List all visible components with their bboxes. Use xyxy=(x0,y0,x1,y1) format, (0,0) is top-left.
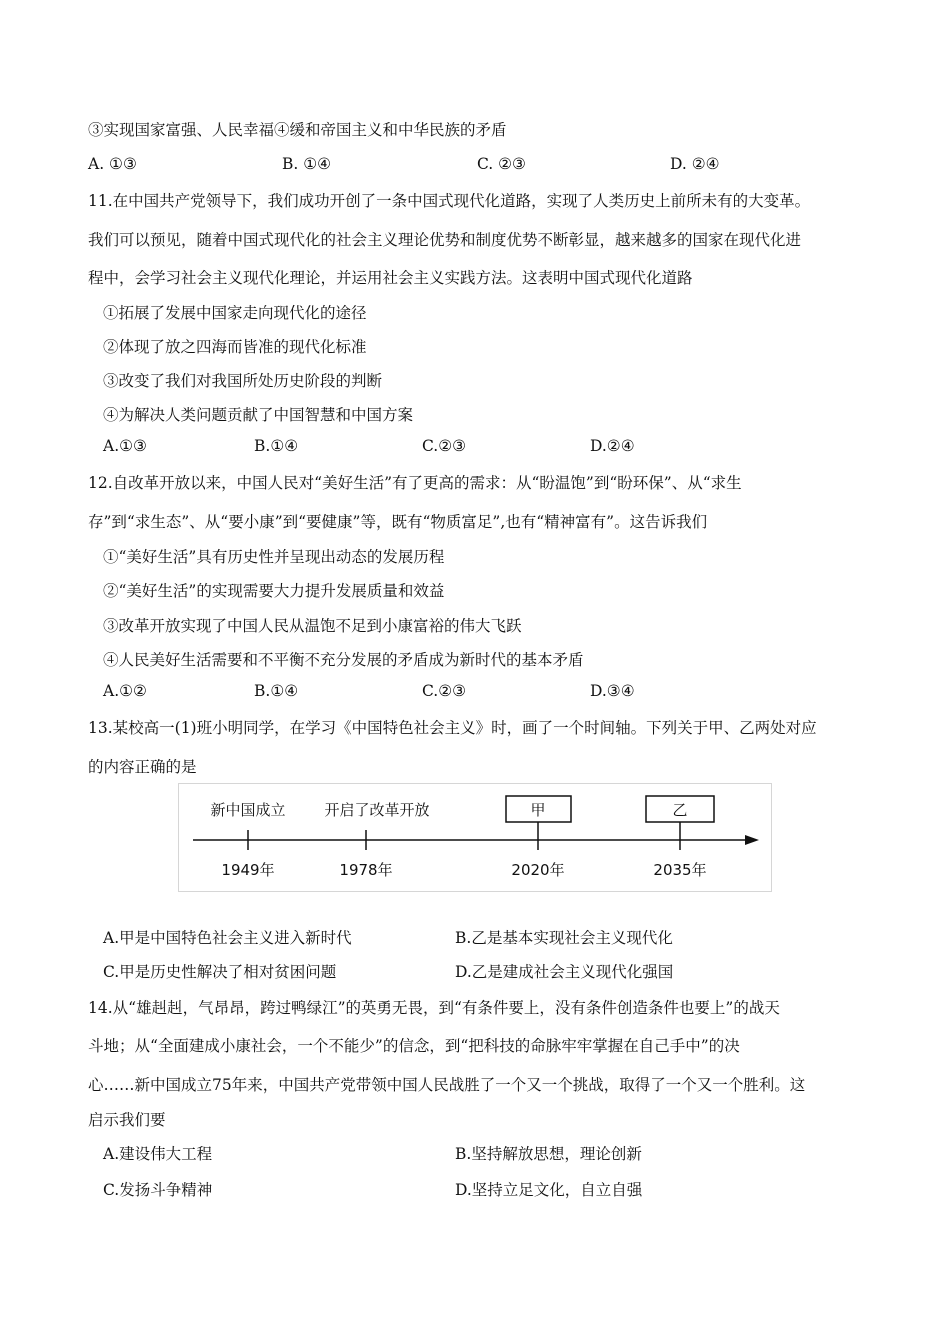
q11-option-a[interactable]: A.①③ xyxy=(103,437,147,455)
q14-option-b[interactable]: B.坚持解放思想，理论创新 xyxy=(455,1145,642,1163)
q12-item-4: ④人民美好生活需要和不平衡不充分发展的矛盾成为新时代的基本矛盾 xyxy=(103,651,584,669)
timeline-svg xyxy=(179,784,771,891)
q12-option-d[interactable]: D.③④ xyxy=(590,682,635,700)
q11-option-b[interactable]: B.①④ xyxy=(254,437,299,455)
q12-option-c[interactable]: C.②③ xyxy=(422,682,467,700)
q14-option-c[interactable]: C.发扬斗争精神 xyxy=(103,1181,213,1199)
q12-option-a[interactable]: A.①② xyxy=(103,682,147,700)
q13-option-d[interactable]: D.乙是建成社会主义现代化强国 xyxy=(455,963,674,981)
q10-option-b[interactable]: B. ①④ xyxy=(282,155,332,173)
q14-stem-line-2: 斗地；从“全面建成小康社会，一个不能少”的信念，到“把科技的命脉牢牢掌握在自己手中”的决 xyxy=(88,1037,740,1055)
event-label-1978: 开启了改革开放 xyxy=(324,801,430,819)
event-label-jia: 甲 xyxy=(530,801,546,819)
q13-option-b[interactable]: B.乙是基本实现社会主义现代化 xyxy=(455,929,673,947)
q13-option-a[interactable]: A.甲是中国特色社会主义进入新时代 xyxy=(103,929,352,947)
q11-item-4: ④为解决人类问题贡献了中国智慧和中国方案 xyxy=(103,406,414,424)
q12-stem-line-1: 12.自改革开放以来，中国人民对“美好生活”有了更高的需求：从“盼温饱”到“盼环保”、从“求生 xyxy=(88,474,742,492)
q11-stem-line-3: 程中，会学习社会主义现代化理论，并运用社会主义实践方法。这表明中国式现代化道路 xyxy=(88,269,693,287)
q10-statement-line: ③实现国家富强、人民幸福④缓和帝国主义和中华民族的矛盾 xyxy=(88,121,507,139)
q14-option-a[interactable]: A.建设伟大工程 xyxy=(103,1145,213,1163)
q11-option-d[interactable]: D.②④ xyxy=(590,437,635,455)
q12-item-2: ②“美好生活”的实现需要大力提升发展质量和效益 xyxy=(103,582,445,600)
event-label-yi: 乙 xyxy=(672,801,688,819)
q12-item-3: ③改革开放实现了中国人民从温饱不足到小康富裕的伟大飞跃 xyxy=(103,617,522,635)
timeline-figure xyxy=(178,783,772,892)
event-year-2035: 2035年 xyxy=(653,861,707,879)
q14-stem-line-1: 14.从“雄赳赳，气昂昂，跨过鸭绿江”的英勇无畏，到“有条件要上，没有条件创造条件也要上”的战天 xyxy=(88,999,780,1017)
q11-item-1: ①拓展了发展中国家走向现代化的途径 xyxy=(103,304,367,322)
q10-option-d[interactable]: D. ②④ xyxy=(670,155,720,173)
event-year-1978: 1978年 xyxy=(339,861,393,879)
q10-option-a[interactable]: A. ①③ xyxy=(88,155,137,173)
event-label-1949: 新中国成立 xyxy=(210,801,286,819)
q12-option-b[interactable]: B.①④ xyxy=(254,682,299,700)
q14-stem-line-4: 启示我们要 xyxy=(88,1111,166,1129)
q13-option-c[interactable]: C.甲是历史性解决了相对贫困问题 xyxy=(103,963,337,981)
q13-stem-line-2: 的内容正确的是 xyxy=(88,758,197,776)
q11-stem-line-1: 11.在中国共产党领导下，我们成功开创了一条中国式现代化道路，实现了人类历史上前所未有的大变革。 xyxy=(88,192,811,210)
q12-item-1: ①“美好生活”具有历史性并呈现出动态的发展历程 xyxy=(103,548,445,566)
q14-option-d[interactable]: D.坚持立足文化，自立自强 xyxy=(455,1181,643,1199)
q11-stem-line-2: 我们可以预见，随着中国式现代化的社会主义理论优势和制度优势不断彰显，越来越多的国家在现代化进 xyxy=(88,231,802,249)
q14-stem-line-3: 心……新中国成立75年来，中国共产党带领中国人民战胜了一个又一个挑战，取得了一个又一个胜利。这 xyxy=(88,1076,806,1094)
q11-item-2: ②体现了放之四海而皆准的现代化标准 xyxy=(103,338,367,356)
q11-item-3: ③改变了我们对我国所处历史阶段的判断 xyxy=(103,372,383,390)
q10-option-c[interactable]: C. ②③ xyxy=(477,155,526,173)
q12-stem-line-2: 存”到“求生态”、从“要小康”到“要健康”等，既有“物质富足”,也有“精神富有”。这告诉我们 xyxy=(88,513,708,531)
event-year-2020: 2020年 xyxy=(511,861,565,879)
event-year-1949: 1949年 xyxy=(221,861,275,879)
q13-stem-line-1: 13.某校高一(1)班小明同学，在学习《中国特色社会主义》时，画了一个时间轴。下列关于甲、乙两处对应 xyxy=(88,719,817,737)
timeline-arrowhead xyxy=(745,835,759,845)
q11-option-c[interactable]: C.②③ xyxy=(422,437,467,455)
